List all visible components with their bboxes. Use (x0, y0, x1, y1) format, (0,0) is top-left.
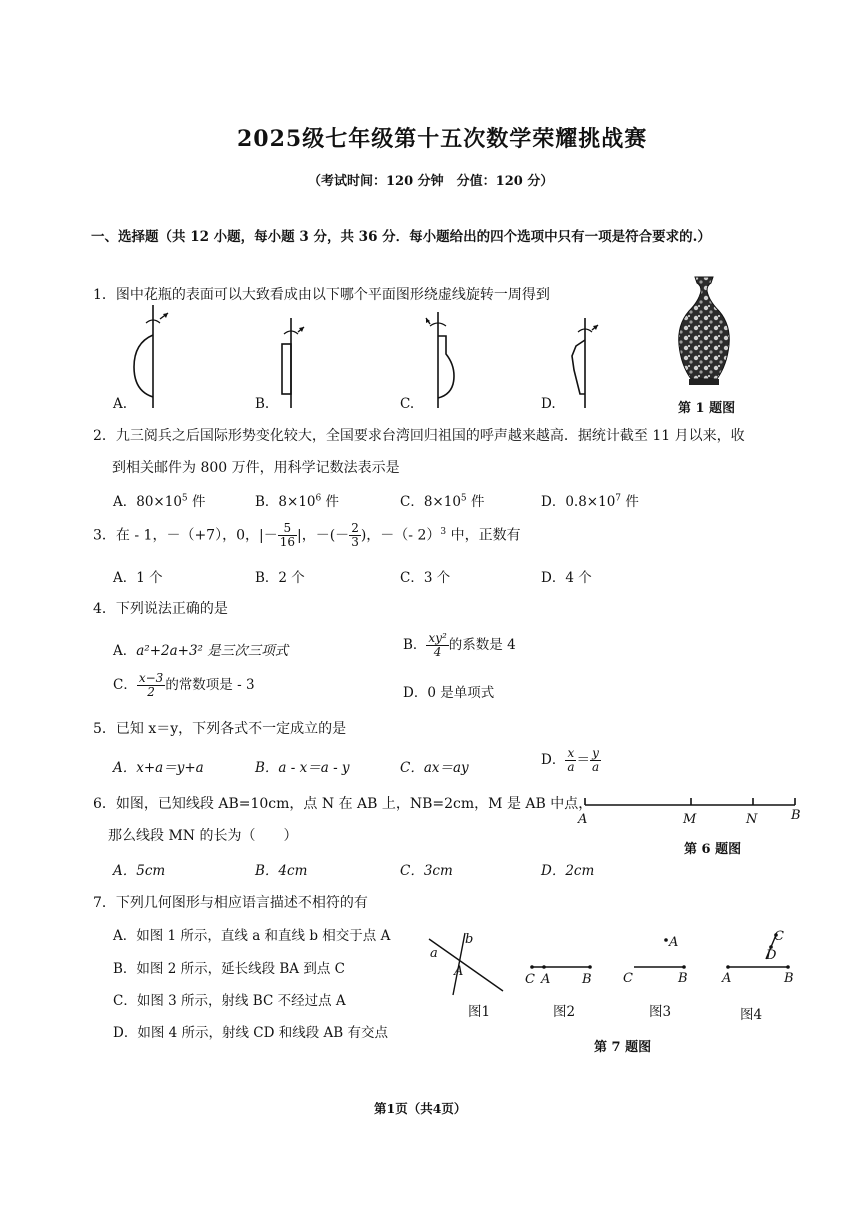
exam-info: （考试时间：120 分钟 分值：120 分） (308, 174, 554, 189)
q6-stem-line1: 6．如图，已知线段 AB=10cm，点 N 在 AB 上，NB=2cm，M 是 AB 中点， (93, 796, 593, 812)
svg-text:B: B (678, 971, 688, 986)
q5-stem: 5．已知 x＝y，下列各式不一定成立的是 (93, 721, 347, 737)
q7-option-b[interactable]: B．如图 2 所示，延长线段 BA 到点 C (113, 961, 345, 977)
q7-option-a[interactable]: A．如图 1 所示，直线 a 和直线 b 相交于点 A (113, 928, 391, 944)
svg-text:A: A (722, 971, 732, 986)
svg-text:A: A (454, 964, 464, 979)
svg-text:A: A (669, 935, 679, 950)
q1-option-d[interactable]: D. (541, 396, 556, 412)
q7-fig3-label: 图3 (649, 1004, 672, 1020)
q1-option-a[interactable]: A. (113, 396, 128, 412)
q5-option-c[interactable]: C．ax＝ay (400, 760, 469, 776)
q3-fraction-1: $\frac{5}{16}$ (279, 521, 295, 549)
q3-fraction-2: $\frac{2}{3}$ (351, 521, 359, 549)
vase-image (673, 275, 735, 387)
q2-stem-line2: 到相关邮件为 800 万件，用科学记数法表示是 (112, 460, 400, 476)
q7-fig2-label: 图2 (553, 1004, 576, 1020)
svg-text:a: a (430, 946, 438, 961)
q7-figure-2 (522, 955, 602, 985)
q5-option-a[interactable]: A．x+a＝y+a (113, 760, 204, 776)
q1-caption: 第 1 题图 (678, 401, 736, 416)
q7-figure-4 (718, 925, 803, 985)
q5-option-d[interactable]: D． $\frac{x}{a}$ ＝ $\frac{y}{a}$ (541, 746, 600, 774)
q4-option-a[interactable]: A．a²+2a+3² 是三次三项式 (113, 643, 289, 659)
q6-figure (575, 795, 805, 825)
svg-text:C: C (774, 929, 784, 944)
q3-option-b[interactable]: B．2 个 (255, 570, 305, 586)
q2-option-d[interactable]: D．$0.8\times 10^7$ 件 (541, 493, 639, 510)
point-m-label: M (683, 812, 697, 827)
q3-option-c[interactable]: C．3 个 (400, 570, 451, 586)
svg-text:C: C (525, 972, 535, 987)
q5-option-b[interactable]: B．a - x＝a - y (255, 760, 350, 776)
q4-stem: 4．下列说法正确的是 (93, 601, 228, 617)
q1-figure-b (268, 318, 318, 410)
q3-option-d[interactable]: D．4 个 (541, 570, 592, 586)
q3-option-a[interactable]: A．1 个 (113, 570, 163, 586)
svg-text:b: b (465, 932, 474, 947)
point-b-label: B (791, 808, 801, 823)
q7-figure-3 (620, 930, 700, 985)
q1-option-c[interactable]: C. (400, 396, 415, 412)
point-n-label: N (746, 812, 758, 827)
q3-stem: 3．在 - 1，－（+7），0，|－ $\frac{5}{16}$ |，－(－ $\frac{2}{3}$ )，－（- 2）$^3$ 中，正数有 (93, 521, 521, 549)
q7-stem: 7．下列几何图形与相应语言描述不相符的有 (93, 895, 368, 911)
q4-option-b[interactable]: B． $\frac{\text{xy²}}{4}$ 的系数是 4 (403, 631, 516, 659)
q7-fig1-label: 图1 (468, 1004, 491, 1020)
q6-option-c[interactable]: C．3cm (400, 863, 453, 879)
point-a-label: A (578, 812, 588, 827)
q2-option-a[interactable]: A．$80\times 10^5$ 件 (113, 493, 206, 510)
page-title: 2025级七年级第十五次数学荣耀挑战赛 (237, 126, 648, 152)
q7-option-c[interactable]: C．如图 3 所示，射线 BC 不经过点 A (113, 993, 346, 1009)
q6-option-a[interactable]: A．5cm (113, 863, 166, 879)
q4-option-d[interactable]: D．0 是单项式 (403, 685, 495, 701)
svg-text:B: B (784, 971, 794, 986)
q1-figure-c (420, 312, 475, 410)
q4-option-c[interactable]: C． $\frac{x-3}{2}$ 的常数项是 - 3 (113, 671, 255, 699)
q2-stem-line1: 2．九三阅兵之后国际形势变化较大，全国要求台湾回归祖国的呼声越来越高．据统计截至 11 月以来，收 (93, 428, 745, 444)
page-footer: 第1页（共4页） (374, 1101, 467, 1116)
svg-text:C: C (623, 971, 633, 986)
q7-option-d[interactable]: D．如图 4 所示，射线 CD 和线段 AB 有交点 (113, 1025, 388, 1041)
q7-fig4-label: 图4 (740, 1007, 763, 1023)
q6-stem-line2: 那么线段 MN 的长为（ ） (108, 828, 298, 844)
q7-caption: 第 7 题图 (594, 1040, 652, 1055)
svg-text:D: D (766, 948, 777, 963)
q1-figure-a (120, 305, 180, 410)
svg-text:A: A (541, 972, 551, 987)
q6-caption: 第 6 题图 (684, 842, 742, 857)
section-heading: 一、选择题（共 12 小题，每小题 3 分，共 36 分．每小题给出的四个选项中只有一项是符合要求的.） (91, 229, 711, 245)
q6-option-b[interactable]: B．4cm (255, 863, 308, 879)
svg-text:B: B (582, 972, 592, 987)
q2-option-b[interactable]: B．$8\times 10^6$ 件 (255, 493, 340, 510)
q1-option-b[interactable]: B. (255, 396, 270, 412)
q1-figure-d (562, 318, 612, 410)
q1-stem: 1．图中花瓶的表面可以大致看成由以下哪个平面图形绕虚线旋转一周得到 (93, 287, 550, 303)
q6-option-d[interactable]: D．2cm (541, 863, 595, 879)
q2-option-c[interactable]: C．$8\times 10^5$ 件 (400, 493, 485, 510)
